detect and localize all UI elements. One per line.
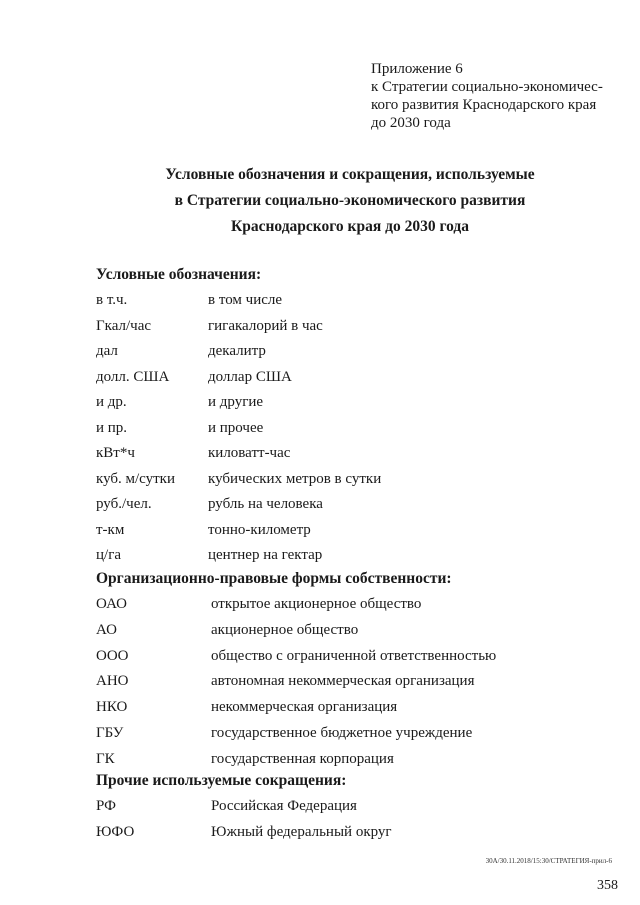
abbreviation: АО [96,621,117,638]
footer-document-code: 30А/30.11.2018/15:30/СТРАТЕГИЯ-прил-6 [485,857,612,865]
abbreviation: ОАО [96,596,128,612]
meaning: Российская Федерация [211,798,357,814]
abbreviation: НКО [96,699,128,716]
meaning: рубль на человека [208,496,323,512]
abbreviation: и др. [96,394,127,410]
meaning: кубических метров в сутки [208,470,382,487]
meaning: центнер на гектар [208,547,323,563]
title-line: Краснодарского края до 2030 года [230,218,470,235]
other-abbreviations-list [96,794,616,845]
list-item [96,695,616,721]
list-item [96,492,616,518]
abbreviation: куб. м/сутки [96,470,175,487]
meaning: открытое акционерное общество [211,596,422,612]
list-item [96,441,616,467]
abbreviation: ц/га [96,547,122,563]
abbreviation: ГБУ [96,724,124,741]
abbreviation: Гкал/час [96,317,152,334]
meaning: автономная некоммерческая организация [211,673,475,690]
appendix-line: к Стратегии социально-экономичес- [371,79,603,95]
meaning: доллар США [208,368,292,385]
abbreviation: АНО [96,673,129,690]
list-item [96,365,616,391]
meaning: киловатт-час [208,445,291,461]
list-item [96,543,616,569]
meaning: общество с ограниченной ответственностью [211,647,497,664]
title-line: в Стратегии социально-экономического развития [174,192,526,209]
abbreviation: дал [96,343,118,359]
page-number: 358 [597,878,618,893]
meaning: в том числе [208,292,283,308]
abbreviation: руб./чел. [96,496,152,512]
list-item [96,721,616,747]
list-item [96,592,616,618]
meaning: и другие [208,394,264,410]
appendix-line: кого развития Краснодарского края [371,97,597,113]
section-heading-units: Условные обозначения: [96,266,262,283]
list-item [96,416,616,442]
list-item [96,669,616,695]
meaning: государственное бюджетное учреждение [211,724,473,741]
abbreviation: ЮФО [96,823,135,840]
appendix-note [371,60,621,132]
meaning: декалитр [208,343,266,359]
list-item [96,339,616,365]
abbreviation: в т.ч. [96,292,128,308]
meaning: гигакалорий в час [208,317,323,334]
list-item [96,518,616,544]
list-item [96,794,616,820]
appendix-line: до 2030 года [371,115,451,131]
meaning: государственная корпорация [211,750,394,767]
meaning: Южный федеральный округ [211,823,392,840]
abbreviation: и пр. [96,419,128,436]
abbreviation: ГК [96,750,115,767]
list-item [96,314,616,340]
list-item [96,644,616,670]
abbreviation: долл. США [96,368,170,385]
abbreviation: РФ [96,798,116,814]
list-item [96,747,616,773]
list-item [96,467,616,493]
list-item [96,390,616,416]
meaning: тонно-километр [208,521,311,538]
abbreviation: кВт*ч [96,445,135,461]
meaning: и прочее [208,419,264,436]
abbreviation: ООО [96,647,129,664]
org-forms-list [96,592,616,773]
meaning: акционерное общество [211,621,359,638]
list-item [96,820,616,846]
list-item [96,288,616,314]
list-item [96,618,616,644]
section-heading-other: Прочие используемые сокращения: [96,772,347,789]
document-title [60,162,640,240]
meaning: некоммерческая организация [211,699,398,716]
abbreviation: т-км [96,521,125,538]
section-heading-org-forms: Организационно-правовые формы собственности: [96,570,452,587]
appendix-line: Приложение 6 [371,61,463,77]
title-line: Условные обозначения и сокращения, используемые [165,166,535,183]
units-list [96,288,616,569]
